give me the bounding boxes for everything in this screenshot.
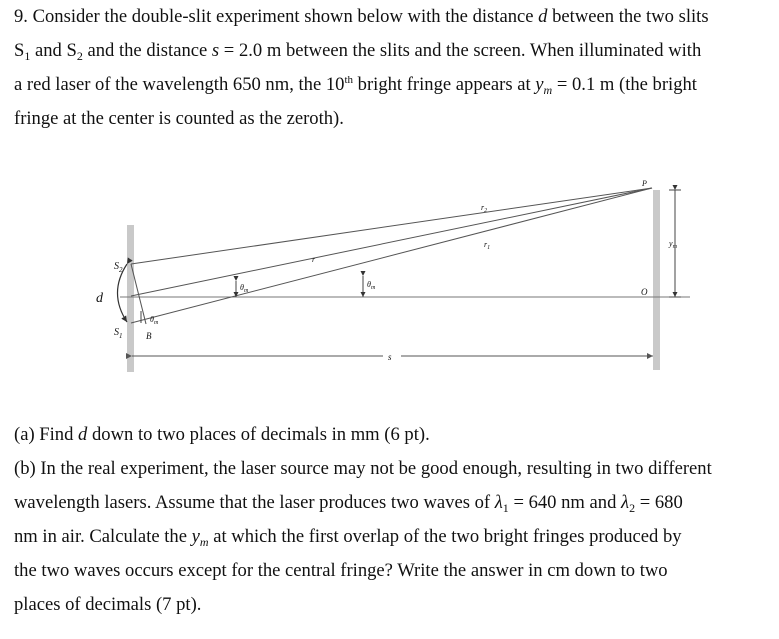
intro-text: bright fringe appears at [353, 74, 536, 95]
label-r: r [312, 255, 316, 264]
subscript: 1 [24, 49, 31, 63]
label-ym: $y_m$ [669, 239, 677, 250]
part-b-text: (b) In the real experiment, the laser source may not be good enough, resulting in two different [14, 458, 712, 479]
intro-line-2 [14, 34, 770, 68]
label-r1: $r_1$ [484, 240, 491, 251]
label-theta-2: $\theta_m$ [367, 280, 376, 291]
part-b-text: the two waves occurs except for the central fringe? Write the answer in cm down to two [14, 560, 668, 581]
slit-s1-label: S [14, 40, 25, 61]
part-b-text: places of decimals (7 pt). [14, 594, 202, 615]
screen [653, 190, 660, 370]
intro-line-1 [14, 0, 770, 34]
double-slit-diagram [0, 160, 779, 380]
var-y: y [535, 74, 544, 95]
intro-line-3 [14, 68, 770, 102]
intro-text: Consider the double-slit experiment shown below with the distance [32, 6, 539, 27]
label-s: s [388, 352, 392, 362]
question-intro [14, 0, 770, 136]
subscript: 1 [502, 501, 509, 515]
intro-text: and the distance [82, 40, 212, 61]
part-b-text: wavelength lasers. Assume that the laser produces two waves of [14, 492, 495, 513]
part-b-text: = 680 [635, 492, 683, 513]
lambda-symbol: λ [494, 492, 503, 513]
label-s1: $S_1$ [114, 327, 123, 340]
superscript: th [344, 74, 354, 86]
label-p: P [642, 179, 647, 188]
var-d: d [538, 6, 548, 27]
part-a [14, 418, 770, 452]
subscript: m [199, 535, 209, 549]
var-s: s [211, 40, 220, 61]
label-theta-small: $\theta_m$ [150, 315, 159, 326]
slit-barrier [127, 225, 134, 372]
label-theta-1: $\theta_m$ [240, 283, 249, 294]
intro-text: a red laser of the wavelength 650 nm, the 10 [14, 74, 345, 95]
part-b-text: at which the first overlap of the two bright fringes produced by [208, 526, 682, 547]
intro-text: and S [30, 40, 77, 61]
part-b-line-2 [14, 486, 770, 520]
part-b-line-3 [14, 520, 770, 554]
ray-r [131, 188, 652, 296]
part-b-line-1 [14, 452, 770, 486]
subscript: m [543, 83, 553, 97]
question-number: 9. [14, 6, 28, 27]
var-y: y [191, 526, 200, 547]
part-b-text: = 640 nm and [508, 492, 622, 513]
part-b [14, 452, 770, 622]
intro-text: fringe at the center is counted as the zeroth). [14, 108, 344, 129]
subscript: 2 [629, 501, 636, 515]
intro-text: = 0.1 m (the bright [552, 74, 697, 95]
part-a-line [14, 418, 770, 452]
var-d: d [78, 424, 88, 445]
label-s2: $S_2$ [114, 261, 123, 274]
intro-text: = 2.0 m between the slits and the screen. When illuminated with [219, 40, 702, 61]
ray-r1 [131, 188, 652, 323]
intro-line-4 [14, 102, 770, 136]
part-b-line-4 [14, 554, 770, 588]
label-b: B [146, 331, 152, 341]
lambda-symbol: λ [621, 492, 630, 513]
ray-r2 [131, 188, 652, 264]
label-d: d [96, 291, 103, 306]
label-r2: $r_2$ [481, 203, 488, 214]
subscript: 2 [76, 49, 83, 63]
part-b-text: nm in air. Calculate the [14, 526, 192, 547]
part-b-line-5 [14, 588, 770, 622]
part-a-text: (a) Find [14, 424, 79, 445]
label-o: O [641, 287, 648, 297]
part-a-text: down to two places of decimals in mm (6 pt). [87, 424, 430, 445]
intro-text: between the two slits [547, 6, 709, 27]
